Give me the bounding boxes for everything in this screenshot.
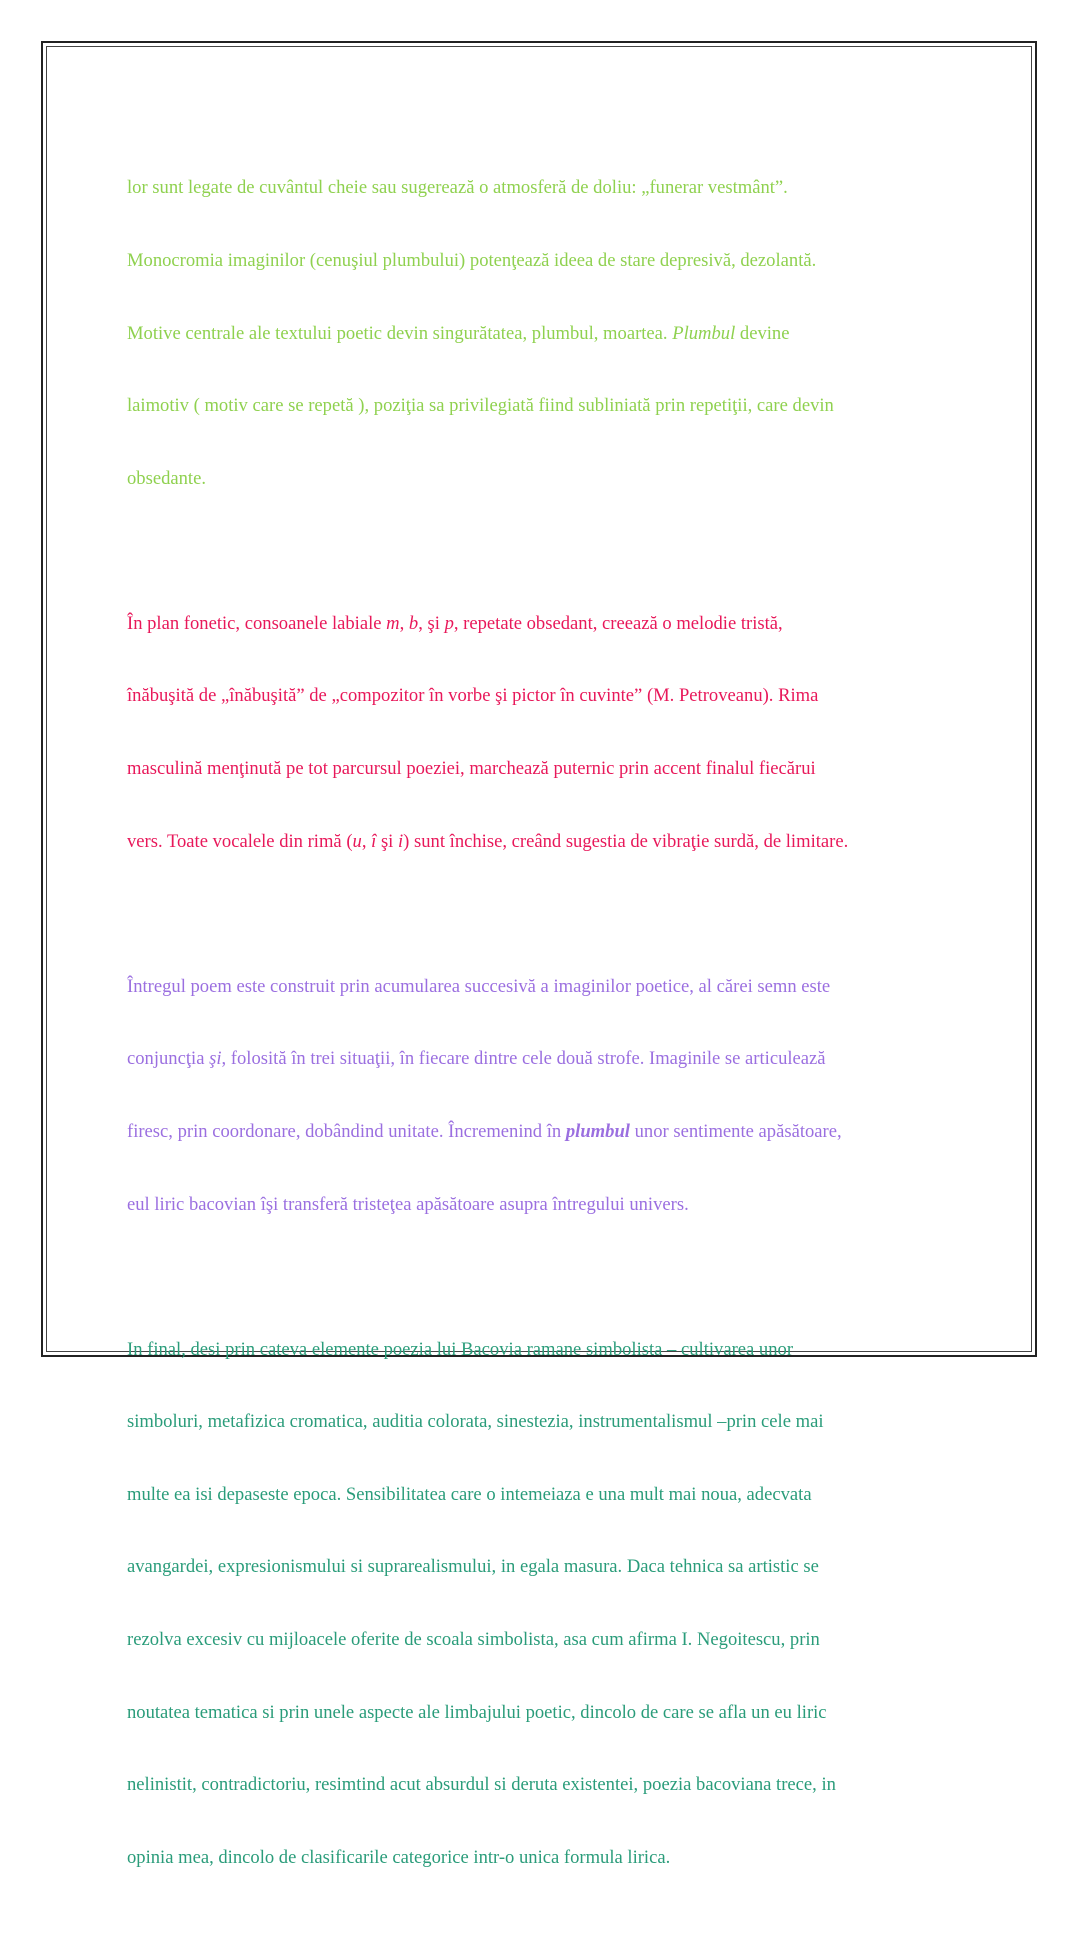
paragraph-phonetic — [127, 563, 957, 902]
text-line: noutatea tematica si prin unele aspecte ale limbajului poetic, dincolo de care se afla un eu liric — [127, 1701, 827, 1723]
text-line: avangardei, expresionismului si suprarealismului, in egala masura. Daca tehnica sa artistic se — [127, 1556, 819, 1578]
text-line: simboluri, metafizica cromatica, auditia colorata, sinestezia, instrumentalismul –prin cele mai — [127, 1411, 824, 1433]
text-line: rezolva excesiv cu mijloacele oferite de scoala simbolista, asa cum afirma I. Negoitescu, prin — [127, 1628, 820, 1650]
text-line: laimotiv ( motiv care se repetă ), poziţia sa privilegiată fiind subliniată prin repetiţii, care devin — [127, 395, 834, 417]
text-line: Întregul poem este construit prin acumularea succesivă a imaginilor poetice, al cărei semn este — [127, 975, 831, 997]
paragraph-structure — [127, 926, 957, 1265]
text-line: lor sunt legate de cuvântul cheie sau sugerează o atmosferă de doliu: „funerar vestmânt”. — [127, 177, 788, 199]
paragraph-imagery — [127, 128, 957, 539]
text-line: vers. Toate vocalele din rimă (u, î şi i) sunt închise, creând sugestia de vibraţie surdă, de limitare. — [127, 830, 849, 852]
text-line: În plan fonetic, consoanele labiale m, b, şi p, repetate obsedant, creează o melodie tristă, — [127, 612, 783, 634]
text-line: eul liric bacovian îşi transferă tristeţea apăsătoare asupra întregului univers. — [127, 1193, 689, 1215]
text-line: înăbuşită de „înăbuşită” de „compozitor în vorbe şi pictor în cuvinte” (M. Petroveanu). Rima — [127, 685, 819, 707]
text-line: multe ea isi depaseste epoca. Sensibilitatea care o intemeiaza e una mult mai noua, adecvata — [127, 1483, 812, 1505]
text-line: In final, desi prin cateva elemente poezia lui Bacovia ramane simbolista – cultivarea unor — [127, 1338, 794, 1360]
text-line: nelinistit, contradictoriu, resimtind acut absurdul si deruta existentei, poezia bacoviana trece, in — [127, 1774, 836, 1796]
text-line: Monocromia imaginilor (cenuşiul plumbului) potenţează ideea de stare depresivă, dezolantă. — [127, 250, 817, 272]
text-line: masculină menţinută pe tot parcursul poeziei, marchează puternic prin accent finalul fiecărui — [127, 758, 816, 780]
paragraph-conclusion — [127, 1289, 957, 1918]
bold-italic-word: plumbul — [565, 1120, 630, 1142]
document-body — [127, 128, 957, 1942]
text-line: Motive centrale ale textului poetic devin singurătatea, plumbul, moartea. Plumbul devine — [127, 322, 790, 344]
text-line: obsedante. — [127, 467, 206, 489]
text-line: firesc, prin coordonare, dobândind unitate. Încremenind în plumbul unor sentimente apăsătoare, — [127, 1120, 842, 1142]
text-line: conjuncţia şi, folosită în trei situaţii, în fiecare dintre cele două strofe. Imaginile se articulează — [127, 1048, 826, 1070]
italic-word: Plumbul — [672, 322, 736, 344]
text-line: opinia mea, dincolo de clasificarile categorice intr-o unica formula lirica. — [127, 1846, 671, 1868]
